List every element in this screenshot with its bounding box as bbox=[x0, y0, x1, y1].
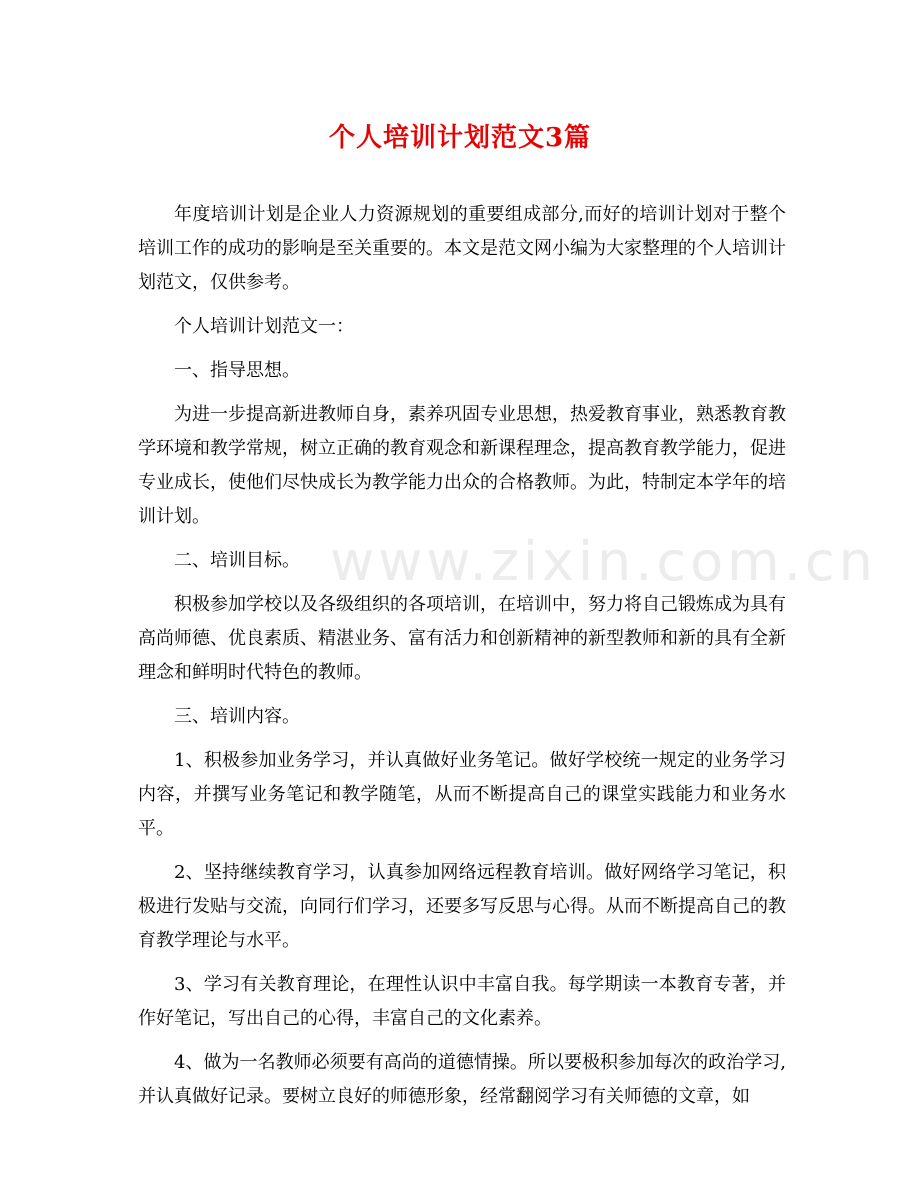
list-item-4: 4、做为一名教师必须要有高尚的道德情操。所以要极积参加每次的政治学习,并认真做好记录。要树立良好的师德形象，经常翻阅学习有关师德的文章，如 bbox=[138, 1052, 786, 1107]
intro-paragraph: 年度培训计划是企业人力资源规划的重要组成部分,而好的培训计划对于整个培训工作的成功的影响是至关重要的。本文是范文网小编为大家整理的个人培训计划范文，仅供参考。 bbox=[138, 204, 786, 293]
section-heading-sample-one: 个人培训计划范文一： bbox=[174, 316, 354, 337]
section-heading-guiding-ideology: 一、指导思想。 bbox=[174, 360, 300, 381]
section-heading-training-goals: 二、培训目标。 bbox=[174, 550, 300, 571]
document-body bbox=[138, 198, 786, 1124]
section-heading-training-content: 三、培训内容。 bbox=[174, 706, 300, 727]
watermark: www.zixin.com.cn bbox=[330, 530, 877, 593]
list-item-2: 2、坚持继续教育学习，认真参加网络远程教育培训。做好网络学习笔记，积极进行发贴与交流，向同行们学习，还要多写反思与心得。从而不断提高自己的教育教学理论与水平。 bbox=[138, 862, 786, 951]
list-item-1: 1、积极参加业务学习，并认真做好业务笔记。做好学校统一规定的业务学习内容，并撰写业务笔记和教学随笔，从而不断提高自己的课堂实践能力和业务水平。 bbox=[138, 750, 786, 839]
paragraph-training-goals: 积极参加学校以及各级组织的各项培训，在培训中，努力将自己锻炼成为具有高尚师德、优良素质、精湛业务、富有活力和创新精神的新型教师和新的具有全新理念和鲜明时代特色的教师。 bbox=[138, 594, 786, 683]
paragraph-guiding-ideology: 为进一步提高新进教师自身，素养巩固专业思想，热爱教育事业，熟悉教育教学环境和教学常规，树立正确的教育观念和新课程理念，提高教育教学能力，促进专业成长，使他们尽快成长为教学能力出众的合格教师。为此，特制定本学年的培训计划。 bbox=[138, 404, 786, 527]
document-title: 个人培训计划范文3篇 bbox=[328, 123, 592, 153]
list-item-3: 3、学习有关教育理论，在理性认识中丰富自我。每学期读一本教育专著，并作好笔记，写出自己的心得，丰富自己的文化素养。 bbox=[138, 974, 786, 1029]
